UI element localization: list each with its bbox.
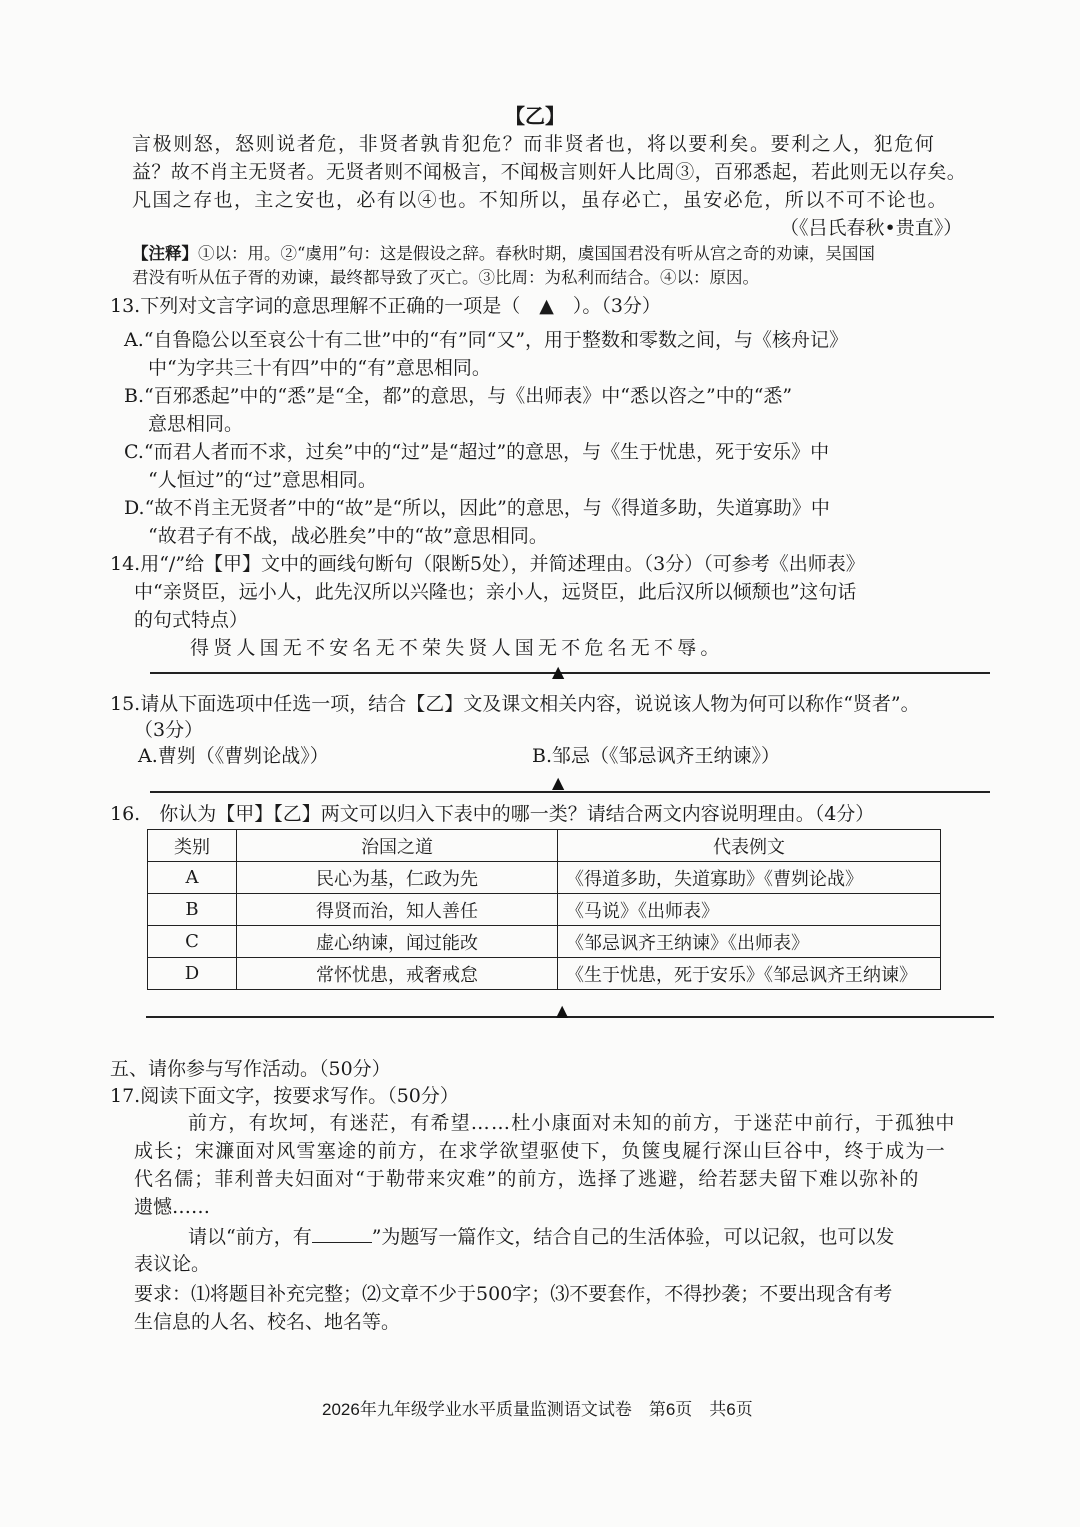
- q14-sentence: 得贤人国无不安名无不荣失贤人国无不危名无不辱。: [190, 637, 724, 659]
- q15-stem-line2: （3分）: [134, 719, 204, 741]
- q16-answer-mark: ▲: [556, 1001, 569, 1020]
- q14-answer-line[interactable]: [150, 672, 990, 674]
- row-b-category: B: [148, 894, 237, 926]
- row-c-governance: 虚心纳谏，闻过能改: [237, 926, 558, 958]
- row-a-category: A: [148, 862, 237, 894]
- prompt-line-2: 表议论。: [134, 1253, 211, 1275]
- material-line-2: 成长；宋濂面对风雪塞途的前方，在求学欲望驱使下，负箧曳屣行深山巨谷中，终于成为一: [134, 1140, 947, 1162]
- table-row: [148, 958, 941, 990]
- q13-option-d-line1: D.“故不肖主无贤者”中的“故”是“所以，因此”的意思，与《得道多助，失道寡助》中: [124, 497, 830, 519]
- passage-source: （《吕氏春秋•贵直》）: [780, 217, 963, 239]
- row-a-governance: 民心为基，仁政为先: [237, 862, 558, 894]
- row-b-governance: 得贤而治，知人善任: [237, 894, 558, 926]
- passage-line-3: 凡国之存也，主之安也，必有以④也。不知所以，虽存必亡，虽安必危，所以不可不论也。: [132, 189, 949, 211]
- q16-answer-line[interactable]: [146, 1016, 994, 1018]
- prompt-after: ”为题写一篇作文，结合自己的生活体验，可以记叙，也可以发: [371, 1226, 895, 1248]
- q13-option-c-line1: C.“而君人者而不求，过矣”中的“过”是“超过”的意思，与《生于忧患，死于安乐》中: [124, 441, 830, 463]
- q15-option-a: A.曹刿（《曹刿论战》）: [138, 745, 329, 767]
- q15-answer-line[interactable]: [150, 791, 990, 793]
- category-table: [147, 829, 941, 990]
- q15-stem-line1: 15.请从下面选项中任选一项，结合【乙】文及课文相关内容，说说该人物为何可以称作“贤者”。: [110, 693, 920, 715]
- q16-stem: 16. 你认为【甲】【乙】两文可以归入下表中的哪一类？请结合两文内容说明理由。（4分）: [110, 803, 875, 825]
- q13-option-d-line2: “故君子有不战，战必胜矣”中的“故”意思相同。: [148, 525, 548, 547]
- q14-answer-mark: ▲: [552, 662, 565, 681]
- q13-option-b-line2: 意思相同。: [148, 413, 244, 435]
- header-examples: 代表例文: [558, 830, 941, 862]
- passage-line-1: 言极则怒，怒则说者危，非贤者孰肯犯危？而非贤者也，将以要利矣。要利之人，犯危何: [132, 133, 936, 155]
- title-blank[interactable]: [312, 1222, 372, 1243]
- row-d-governance: 常怀忧患，戒奢戒怠: [237, 958, 558, 990]
- q14-stem-line3: 的句式特点）: [134, 609, 249, 631]
- q13-option-a-line1: A.“自鲁隐公以至哀公十有二世”中的“有”同“又”，用于整数和零数之间，与《核舟记》: [124, 329, 849, 351]
- requirements-line-2: 生信息的人名、校名、地名等。: [134, 1311, 401, 1333]
- page-footer: 2026年九年级学业水平质量监测语文试卷 第6页 共6页: [322, 1400, 753, 1419]
- prompt-line-1: [188, 1222, 894, 1251]
- prompt-before: 请以“前方，有: [188, 1226, 312, 1248]
- row-c-examples: 《邹忌讽齐王纳谏》《出师表》: [558, 926, 941, 958]
- row-d-examples: 《生于忧患，死于安乐》《邹忌讽齐王纳谏》: [558, 958, 941, 990]
- q14-stem-line1: 14.用“/”给【甲】文中的画线句断句（限断5处），并简述理由。（3分）（可参考《出师表》: [110, 553, 865, 575]
- row-d-category: D: [148, 958, 237, 990]
- header-category: 类别: [148, 830, 237, 862]
- q13-stem: 13.下列对文言字词的意思理解不正确的一项是（ ▲ ）。（3分）: [110, 295, 661, 317]
- q14-stem-line2: 中“亲贤臣，远小人，此先汉所以兴隆也；亲小人，远贤臣，此后汉所以倾颓也”这句话: [134, 581, 857, 603]
- passage-heading: 【乙】: [505, 104, 565, 128]
- q15-option-b: B.邹忌（《邹忌讽齐王纳谏》）: [532, 745, 781, 767]
- row-b-examples: 《马说》《出师表》: [558, 894, 941, 926]
- row-a-examples: 《得道多助，失道寡助》《曹刿论战》: [558, 862, 941, 894]
- table-header-row: [148, 830, 941, 862]
- table-row: [148, 862, 941, 894]
- note-label: 【注释】: [132, 244, 198, 263]
- note-line-2: 君没有听从伍子胥的劝谏，最终都导致了灭亡。③比周：为私利而结合。④以：原因。: [132, 268, 759, 287]
- header-governance: 治国之道: [237, 830, 558, 862]
- section5-heading: 五、请你参与写作活动。（50分）: [110, 1058, 391, 1080]
- q17-stem: 17.阅读下面文字，按要求写作。（50分）: [110, 1085, 459, 1107]
- material-line-3: 代名儒；菲利普夫妇面对“于勒带来灾难”的前方，选择了逃避，给若瑟夫留下难以弥补的: [134, 1168, 920, 1190]
- passage-line-2: 益？故不肖主无贤者。无贤者则不闻极言，不闻极言则奸人比周③，百邪悉起，若此则无以存矣。: [132, 161, 967, 183]
- table-row: [148, 894, 941, 926]
- q15-answer-mark: ▲: [552, 773, 565, 792]
- row-c-category: C: [148, 926, 237, 958]
- q13-option-c-line2: “人恒过”的“过”意思相同。: [148, 469, 377, 491]
- note-line-1: [132, 242, 875, 266]
- material-line-4: 遗憾……: [134, 1196, 211, 1218]
- requirements-line-1: 要求：⑴将题目补充完整；⑵文章不少于500字；⑶不要套作，不得抄袭；不要出现含有考: [134, 1283, 893, 1305]
- q13-option-b-line1: B.“百邪悉起”中的“悉”是“全，都”的意思，与《出师表》中“悉以咨之”中的“悉”: [124, 385, 793, 407]
- material-line-1: 前方，有坎坷，有迷茫，有希望……杜小康面对未知的前方，于迷茫中前行，于孤独中: [188, 1112, 956, 1134]
- q13-option-a-line2: 中“为字共三十有四”中的“有”意思相同。: [148, 357, 491, 379]
- note-text-1: ①以：用。②“虞用”句：这是假设之辞。春秋时期，虞国国君没有听从宫之奇的劝谏，吴国国: [198, 244, 875, 263]
- table-row: [148, 926, 941, 958]
